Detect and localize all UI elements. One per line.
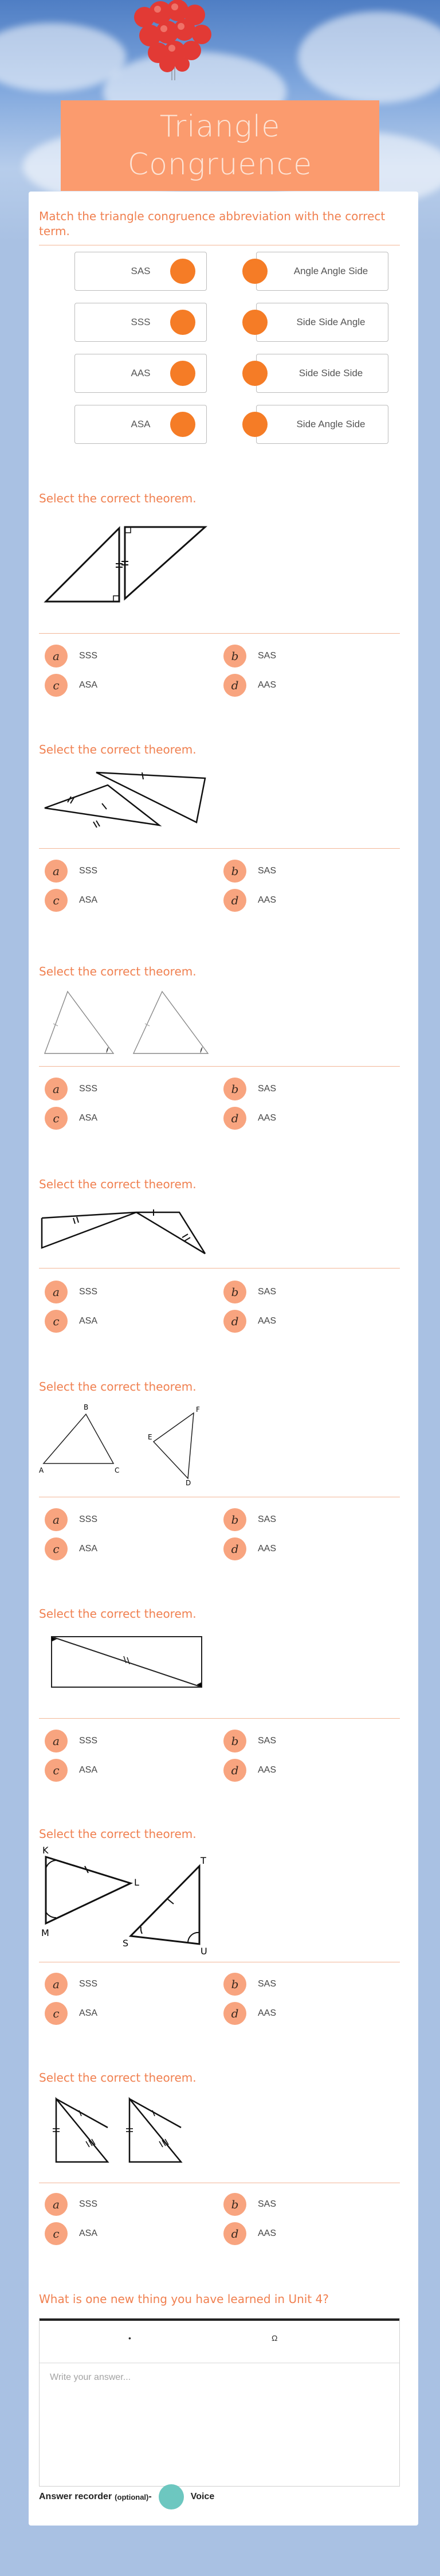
option-label: SAS xyxy=(258,651,277,661)
option-letter: a xyxy=(45,645,68,668)
open-question-prompt: What is one new thing you have learned in Unit 4? xyxy=(39,2292,329,2306)
option-letter: d xyxy=(223,889,246,912)
voice-label: Voice xyxy=(190,2492,215,2501)
match-left-connector[interactable] xyxy=(170,310,195,335)
option-label: SSS xyxy=(79,1287,98,1297)
triangle-figure xyxy=(39,516,217,610)
option-b[interactable] xyxy=(223,1508,276,1531)
option-letter: d xyxy=(223,1537,246,1560)
option-c[interactable] xyxy=(45,1759,97,1782)
bullet-list-button[interactable]: • xyxy=(128,2333,131,2343)
match-left-label: ASA xyxy=(131,419,151,430)
recorder-label: Answer recorder xyxy=(39,2492,112,2501)
triangle-figure xyxy=(39,2093,211,2173)
option-letter: b xyxy=(223,860,246,883)
match-left-label: AAS xyxy=(131,368,151,378)
option-a[interactable] xyxy=(45,860,97,883)
option-a[interactable] xyxy=(45,1281,97,1303)
option-letter: a xyxy=(45,1078,68,1100)
match-right-box[interactable] xyxy=(256,303,388,342)
option-a[interactable] xyxy=(45,1973,97,1996)
option-label: ASA xyxy=(79,680,98,690)
option-b[interactable] xyxy=(223,1973,276,1996)
option-label: SAS xyxy=(258,2199,277,2209)
option-letter: d xyxy=(223,2002,246,2025)
option-d[interactable] xyxy=(223,674,276,697)
option-b[interactable] xyxy=(223,1281,276,1303)
option-label: ASA xyxy=(79,1765,98,1775)
match-left-connector[interactable] xyxy=(170,361,195,386)
triangle-figure xyxy=(39,1843,222,1958)
option-a[interactable] xyxy=(45,1730,97,1753)
option-label: SAS xyxy=(258,1515,277,1524)
vertex-label: F xyxy=(196,1406,200,1414)
option-label: SSS xyxy=(79,1084,98,1094)
option-label: SAS xyxy=(258,1979,277,1989)
option-label: ASA xyxy=(79,1316,98,1326)
vertex-label: A xyxy=(39,1466,44,1474)
option-letter: a xyxy=(45,860,68,883)
balloons-image xyxy=(0,0,440,80)
vertex-label: L xyxy=(134,1877,139,1888)
option-letter: c xyxy=(45,889,68,912)
option-label: SSS xyxy=(79,1979,98,1989)
vertex-label: T xyxy=(201,1855,206,1866)
option-letter: d xyxy=(223,1107,246,1130)
match-left-label: SSS xyxy=(131,317,151,327)
match-right-connector[interactable] xyxy=(242,361,268,386)
option-a[interactable] xyxy=(45,1508,97,1531)
triangle-figure xyxy=(39,1402,211,1488)
option-c[interactable] xyxy=(45,2002,97,2025)
option-label: AAS xyxy=(258,680,277,690)
option-d[interactable] xyxy=(223,2222,276,2245)
recorder-dash: - xyxy=(148,2492,152,2501)
divider xyxy=(39,1268,400,1269)
option-label: AAS xyxy=(258,1113,277,1123)
title-banner xyxy=(61,100,379,191)
worksheet-card xyxy=(29,192,418,2526)
match-right-label: Side Side Side xyxy=(298,368,363,378)
answer-textarea[interactable]: Write your answer... xyxy=(50,2372,131,2382)
option-letter: c xyxy=(45,1759,68,1782)
option-label: ASA xyxy=(79,1113,98,1123)
question-prompt: Select the correct theorem. xyxy=(39,1607,197,1621)
option-letter: c xyxy=(45,1107,68,1130)
option-c[interactable] xyxy=(45,1107,97,1130)
option-b[interactable] xyxy=(223,1730,276,1753)
option-a[interactable] xyxy=(45,645,97,668)
option-letter: d xyxy=(223,2222,246,2245)
option-letter: a xyxy=(45,2193,68,2216)
option-letter: b xyxy=(223,645,246,668)
option-label: SAS xyxy=(258,1287,277,1297)
option-c[interactable] xyxy=(45,2222,97,2245)
option-d[interactable] xyxy=(223,1759,276,1782)
voice-record-button[interactable] xyxy=(159,2484,184,2509)
option-letter: b xyxy=(223,1508,246,1531)
option-label: ASA xyxy=(79,2008,98,2018)
option-c[interactable] xyxy=(45,1310,97,1333)
question-prompt: Select the correct theorem. xyxy=(39,1380,197,1394)
match-left-label: SAS xyxy=(131,266,151,276)
match-left-connector[interactable] xyxy=(170,412,195,437)
editor-toolbar xyxy=(40,2319,399,2363)
answer-editor xyxy=(39,2318,400,2487)
option-letter: d xyxy=(223,1310,246,1333)
page-title: Triangle Congruence xyxy=(127,110,313,182)
option-c[interactable] xyxy=(45,674,97,697)
option-letter: c xyxy=(45,2002,68,2025)
divider xyxy=(39,633,400,634)
option-letter: c xyxy=(45,1310,68,1333)
vertex-label: D xyxy=(186,1479,191,1487)
question-prompt: Select the correct theorem. xyxy=(39,491,197,505)
option-letter: d xyxy=(223,1759,246,1782)
option-label: SSS xyxy=(79,1515,98,1524)
option-letter: c xyxy=(45,1537,68,1560)
special-character-button[interactable]: Ω xyxy=(272,2333,278,2343)
answer-recorder xyxy=(39,2484,214,2509)
option-letter: c xyxy=(45,674,68,697)
option-c[interactable] xyxy=(45,1537,97,1560)
question-prompt: Select the correct theorem. xyxy=(39,1177,197,1191)
match-right-label: Angle Angle Side xyxy=(293,266,368,276)
match-right-box[interactable] xyxy=(256,354,388,393)
option-letter: a xyxy=(45,1508,68,1531)
option-letter: a xyxy=(45,1730,68,1753)
option-label: ASA xyxy=(79,1544,98,1554)
option-letter: d xyxy=(223,674,246,697)
vertex-label: S xyxy=(123,1938,129,1949)
option-letter: a xyxy=(45,1281,68,1303)
option-letter: b xyxy=(223,1730,246,1753)
triangle-figure xyxy=(39,986,211,1060)
option-label: SSS xyxy=(79,2199,98,2209)
option-letter: c xyxy=(45,2222,68,2245)
divider xyxy=(39,1718,400,1719)
option-label: AAS xyxy=(258,2228,277,2238)
match-right-box[interactable] xyxy=(256,405,388,444)
question-prompt: Select the correct theorem. xyxy=(39,743,197,756)
option-letter: b xyxy=(223,1281,246,1303)
recorder-optional: (optional) xyxy=(115,2492,149,2501)
option-label: ASA xyxy=(79,2228,98,2238)
option-b[interactable] xyxy=(223,860,276,883)
match-right-box[interactable] xyxy=(256,252,388,291)
option-label: AAS xyxy=(258,1765,277,1775)
option-label: SAS xyxy=(258,1736,277,1746)
option-label: SAS xyxy=(258,1084,277,1094)
triangle-figure xyxy=(39,1201,211,1264)
option-d[interactable] xyxy=(223,1107,276,1130)
option-label: SAS xyxy=(258,866,277,876)
option-label: SSS xyxy=(79,866,98,876)
option-a[interactable] xyxy=(45,2193,97,2216)
question-prompt: Select the correct theorem. xyxy=(39,1827,197,1841)
triangle-figure xyxy=(39,768,211,831)
option-label: ASA xyxy=(79,895,98,905)
divider xyxy=(39,848,400,849)
vertex-label: M xyxy=(41,1927,49,1938)
option-label: AAS xyxy=(258,2008,277,2018)
option-c[interactable] xyxy=(45,889,97,912)
option-letter: b xyxy=(223,1973,246,1996)
option-b[interactable] xyxy=(223,2193,276,2216)
triangle-figure xyxy=(39,1631,211,1694)
vertex-label: U xyxy=(201,1946,207,1957)
option-d[interactable] xyxy=(223,2002,276,2025)
match-right-label: Side Side Angle xyxy=(296,317,366,327)
matching-prompt: Match the triangle congruence abbreviation with the correct term. xyxy=(39,209,386,238)
vertex-label: B xyxy=(84,1403,89,1411)
vertex-label: E xyxy=(148,1433,152,1441)
vertex-label: C xyxy=(115,1466,120,1474)
option-label: AAS xyxy=(258,1316,277,1326)
match-right-connector[interactable] xyxy=(242,259,268,284)
option-a[interactable] xyxy=(45,1078,97,1100)
option-letter: b xyxy=(223,2193,246,2216)
question-prompt: Select the correct theorem. xyxy=(39,2071,197,2085)
option-letter: b xyxy=(223,1078,246,1100)
option-d[interactable] xyxy=(223,889,276,912)
option-b[interactable] xyxy=(223,645,276,668)
option-label: AAS xyxy=(258,1544,277,1554)
option-label: AAS xyxy=(258,895,277,905)
option-label: SSS xyxy=(79,651,98,661)
question-prompt: Select the correct theorem. xyxy=(39,965,197,978)
option-letter: a xyxy=(45,1973,68,1996)
divider xyxy=(39,1066,400,1067)
match-left-connector[interactable] xyxy=(170,259,195,284)
option-d[interactable] xyxy=(223,1310,276,1333)
option-d[interactable] xyxy=(223,1537,276,1560)
match-right-label: Side Angle Side xyxy=(296,419,366,430)
match-right-connector[interactable] xyxy=(242,412,268,437)
option-b[interactable] xyxy=(223,1078,276,1100)
match-right-connector[interactable] xyxy=(242,310,268,335)
option-label: SSS xyxy=(79,1736,98,1746)
vertex-label: K xyxy=(42,1845,49,1856)
